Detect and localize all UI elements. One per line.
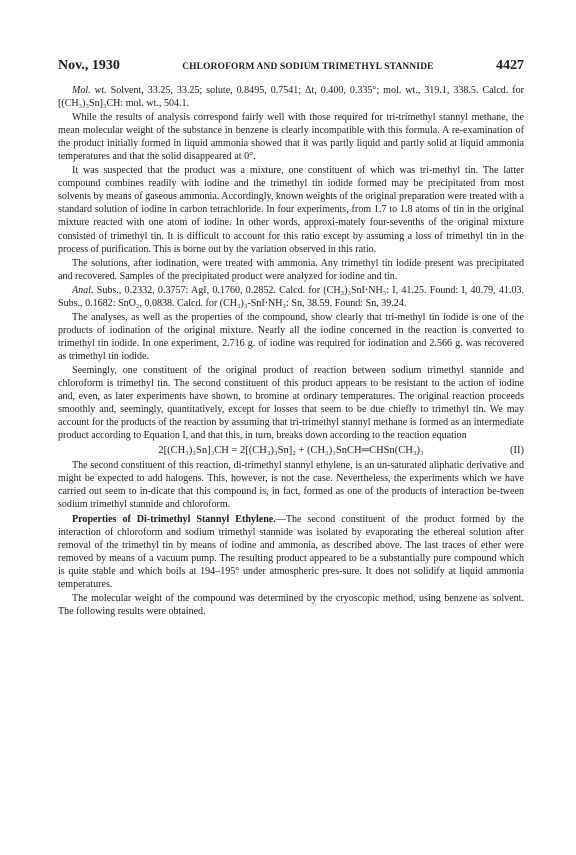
paragraph-analysis-results: While the results of analysis correspond fairly well with those required for tri-trimethyl stannyl methane, the mean molecular weight of the substance in benzene is clearly incompatible with this formula. A re-examination of the product initially formed in liquid ammonia showed that it was partly liquid and partly solid at liquid ammonia temperatures and that the solid disappeared at 0°. xyxy=(58,112,524,163)
paragraph-ethylene: The second constituent of this reaction, di-trimethyl stannyl ethylene, is an un-saturated aliphatic derivative and might be expected to add halogens. This, however, is not the case. Nevertheless, the experiments which we have carried out seem to in-dicate that this compound is, in fact, formed as one of the products of interaction be-tween sodium trimethyl stannide and chloroform. xyxy=(58,460,524,511)
paragraph-molecular-weight: The molecular weight of the compound was determined by the cryoscopic method, using benzene as solvent. The following results were obtained. xyxy=(58,592,524,617)
equation-text: 2[(CH₃)₃Sn]₃CH = 2[(CH₃)₃Sn]₂ + (CH₃)₃SnCH═CHSn(CH₃)₃ xyxy=(158,445,424,457)
equation-number: (II) xyxy=(510,445,524,457)
anal-text: Subs., 0.2332, 0.3757: AgI, 0.1760, 0.2852. Calcd. for (CH₃)₃SnI·NH₃: I, 41.25. Found: I, 40.79, 41.03. Subs., 0.1682: SnO₂, 0.0838. Calcd. for (CH₃)₃-SnI·NH₃: Sn, 38.59. Found: Sn, 39.24. xyxy=(58,284,525,309)
issue-date: Nov., 1930 xyxy=(58,58,120,73)
mol-wt-label: Mol. wt. xyxy=(72,85,107,96)
running-header xyxy=(58,58,524,74)
paragraph-reaction-mechanism: Seemingly, one constituent of the original product of reaction between sodium trimethyl stannide and chloroform is trimethyl tin. The second constituent of this product appears to be resistant to the action of iodine and, even, as later experiments have shown, to bromine at ordinary temperatures. The original reaction proceeds smoothly and, seemingly, quantitatively, except for losses that seem to be due chiefly to trimethyl tin. We may account for the products of the reaction by assuming that tri-trimethyl stannyl methane is formed as an intermediate product according to Equation I, and that this, in turn, breaks down according to the reaction equation xyxy=(58,364,524,442)
article-body xyxy=(58,84,524,618)
properties-text: —The second constituent of the product formed by the interaction of chloroform and sodium trimethyl stannide was isolated by evaporating the ethereal solution after removal of the trimethyl tin by means of iodine and ammonia, as described above. The last traces of ether were removed by means of a vacuum pump. The resulting product appeared to be a substantially pure compound which is quite stable and which boils at 194–195° under atmospheric pres-sure. It does not solidify at liquid ammonia temperatures. xyxy=(58,513,524,590)
page-number: 4427 xyxy=(496,58,524,73)
paragraph-mixture-hypothesis: It was suspected that the product was a mixture, one constituent of which was tri-methyl tin. The latter compound combines readily with iodine and the trimethyl tin iodide formed may be precipitated from most solvents by means of gaseous ammonia. Accordingly, known weights of the original preparation were treated with a standard solution of iodine in carbon tetrachloride. In four experiments, from 1.7 to 1.8 atoms of tin in the original mixture reacted with one atom of iodine. In other words, approxi-mately four-sevenths of the original mixture consisted of trimethyl tin. It is difficult to account for this ratio except by assuming a loss of trimethyl tin in the process of purification. This is borne out by the variation observed in this ratio. xyxy=(58,165,524,255)
paragraph-properties xyxy=(58,513,524,591)
molecular-weight-data xyxy=(58,84,524,110)
mol-wt-text: Solvent, 33.25, 33.25; solute, 0.8495, 0.7541; Δt, 0.400, 0.335°; mol. wt., 319.1, 338.5. Calcd. for [(CH₃)₃Sn]₃CH: mol. wt., 504.1. xyxy=(58,85,525,110)
section-heading: Properties of Di-trimethyl Stannyl Ethylene. xyxy=(72,513,276,525)
anal-label: Anal. xyxy=(72,284,94,296)
paragraph-iodination: The solutions, after iodination, were treated with ammonia. Any trimethyl tin iodide present was precipitated and recovered. Samples of the precipitated product were analyzed for iodine and tin. xyxy=(58,257,524,282)
paragraph-iodide-products: The analyses, as well as the properties of the compound, show clearly that tri-methyl tin iodide is one of the products of iodination of the original mixture. Nearly all the iodine concerned in the reaction is converted to trimethyl tin iodide. In one experiment, 2.716 g. of iodine was required for iodination and 2.566 g. was recovered as trimethyl tin iodide. xyxy=(58,311,524,362)
equation-ii xyxy=(58,444,524,457)
analysis-data xyxy=(58,284,524,310)
running-title: CHLOROFORM AND SODIUM TRIMETHYL STANNIDE xyxy=(182,62,434,72)
